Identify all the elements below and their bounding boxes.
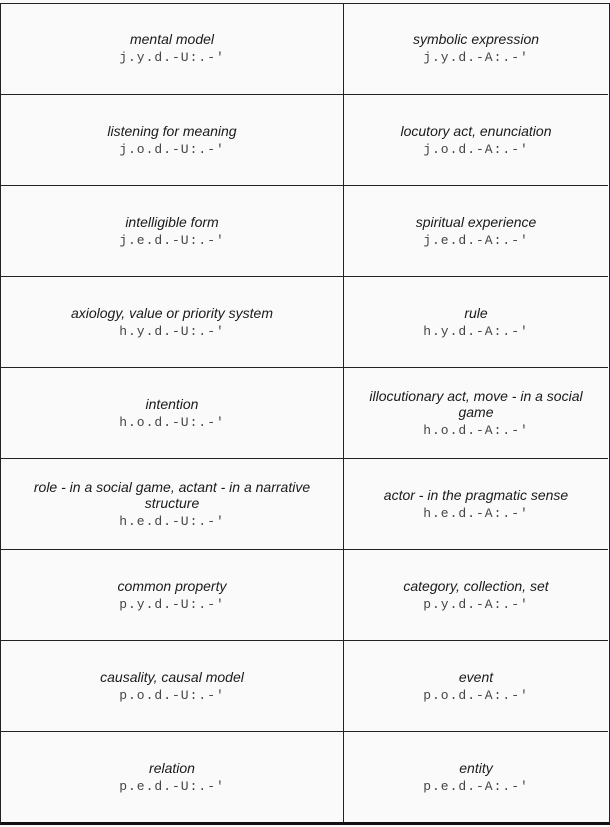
table-cell[interactable]	[344, 367, 608, 458]
term-code: h.e.d.-U:.-'	[119, 513, 225, 529]
table-cell[interactable]	[344, 458, 608, 549]
table-cell[interactable]	[344, 3, 608, 94]
term-label: event	[458, 668, 494, 685]
table-cell[interactable]	[1, 276, 344, 367]
term-label: causality, causal model	[100, 668, 244, 685]
term-label: rule	[464, 304, 488, 321]
term-code: p.e.d.-A:.-'	[423, 778, 529, 794]
table-cell[interactable]	[344, 640, 608, 731]
term-label: intention	[145, 395, 199, 412]
term-table	[0, 3, 610, 825]
term-label: symbolic expression	[412, 31, 540, 47]
term-label: entity	[459, 759, 493, 776]
term-code: j.o.d.-A:.-'	[423, 141, 529, 157]
term-code: j.e.d.-U:.-'	[119, 232, 225, 248]
table-cell[interactable]	[1, 731, 344, 822]
term-code: p.o.d.-U:.-'	[119, 687, 225, 703]
term-code: h.y.d.-U:.-'	[119, 323, 225, 339]
table-cell[interactable]	[1, 94, 344, 185]
term-label: spiritual experience	[415, 213, 537, 230]
term-code: h.o.d.-A:.-'	[423, 422, 529, 438]
term-code: h.e.d.-A:.-'	[423, 505, 529, 521]
table-cell[interactable]	[344, 731, 608, 822]
term-code: h.o.d.-U:.-'	[119, 414, 225, 430]
term-label: mental model	[129, 31, 215, 47]
term-code: j.o.d.-U:.-'	[119, 141, 225, 157]
term-code: p.o.d.-A:.-'	[423, 687, 529, 703]
term-label: relation	[149, 759, 195, 776]
table-cell[interactable]	[1, 3, 344, 94]
table-cell[interactable]	[1, 367, 344, 458]
table-cell[interactable]	[344, 549, 608, 640]
term-code: j.y.d.-A:.-'	[423, 50, 529, 65]
table-cell[interactable]	[344, 185, 608, 276]
term-code: j.y.d.-U:.-'	[119, 50, 225, 65]
term-label: intelligible form	[125, 213, 219, 230]
term-label: axiology, value or priority system	[70, 304, 274, 321]
term-label: actor - in the pragmatic sense	[383, 486, 569, 503]
term-code: p.e.d.-U:.-'	[119, 778, 225, 794]
term-label: category, collection, set	[403, 577, 549, 594]
term-code: j.e.d.-A:.-'	[423, 232, 529, 248]
term-label: locutory act, enunciation	[400, 122, 552, 139]
term-label: listening for meaning	[107, 122, 237, 139]
term-code: p.y.d.-U:.-'	[119, 596, 225, 612]
term-label: common property	[117, 577, 227, 594]
term-code: h.y.d.-A:.-'	[423, 323, 529, 339]
term-label: role - in a social game, actant - in a narrative structure	[33, 478, 311, 511]
table-cell[interactable]	[1, 458, 344, 549]
term-code: p.y.d.-A:.-'	[423, 596, 529, 612]
table-cell[interactable]	[1, 640, 344, 731]
table-cell[interactable]	[344, 94, 608, 185]
table-cell[interactable]	[344, 276, 608, 367]
table-cell[interactable]	[1, 549, 344, 640]
table-cell[interactable]	[1, 185, 344, 276]
term-label: illocutionary act, move - in a social game	[369, 387, 583, 420]
